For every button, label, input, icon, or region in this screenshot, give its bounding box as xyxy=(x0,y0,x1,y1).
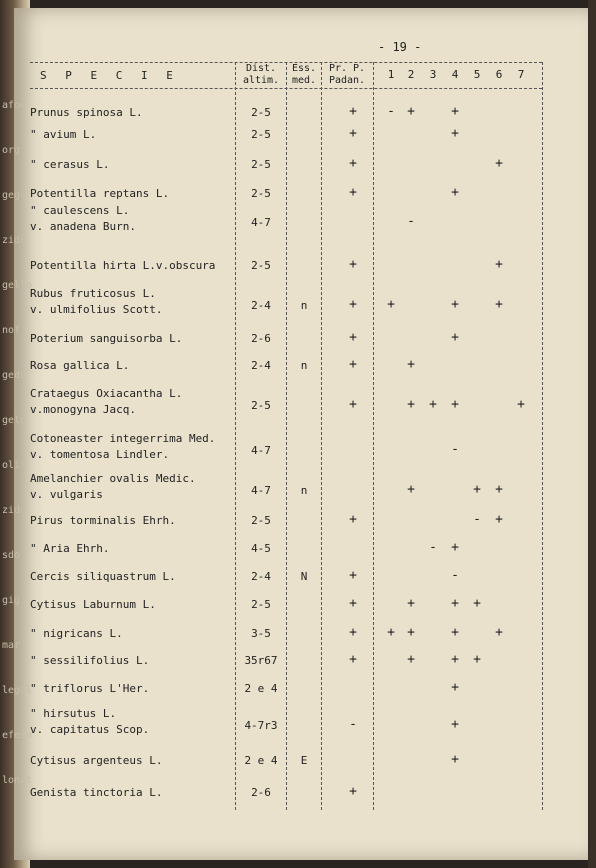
species-name: v. tomentosa Lindler. xyxy=(30,448,170,461)
species-name: Crataegus Oxiacantha L. xyxy=(30,387,183,400)
ghost-text: nof xyxy=(2,325,21,336)
site-4-mark: + xyxy=(451,717,459,732)
ess-header-line2: med. xyxy=(291,75,317,86)
padan-mark: + xyxy=(349,596,357,611)
essence-cell: n xyxy=(300,484,308,497)
species-name: Cytisus Laburnum L. xyxy=(30,598,156,611)
ghost-text: gedu xyxy=(2,370,27,381)
page-edge xyxy=(588,0,596,868)
padan-mark: + xyxy=(349,357,357,372)
padan-mark: + xyxy=(349,126,357,141)
species-name: Potentilla reptans L. xyxy=(30,187,170,200)
altitude-cell: 4-5 xyxy=(251,542,271,555)
pr-header-line1: Pr. P. xyxy=(328,63,366,74)
site-4-mark: + xyxy=(451,297,459,312)
site-6-mark: + xyxy=(495,257,503,272)
site-2-mark: - xyxy=(407,214,415,229)
page-number: - 19 - xyxy=(378,40,422,54)
site-6-mark: + xyxy=(495,512,503,527)
altitude-cell: 2-5 xyxy=(251,128,271,141)
species-name: Amelanchier ovalis Medic. xyxy=(30,472,196,485)
altitude-cell: 2-4 xyxy=(251,299,271,312)
altitude-cell: 4-7r3 xyxy=(244,719,278,732)
altitude-cell: 2-6 xyxy=(251,332,271,345)
site-4-mark: + xyxy=(451,596,459,611)
essence-cell: E xyxy=(300,754,308,767)
padan-mark: - xyxy=(349,717,357,732)
site-4-mark: - xyxy=(451,568,459,583)
ghost-text: gegs xyxy=(2,190,27,201)
padan-mark: + xyxy=(349,257,357,272)
altitude-cell: 4-7 xyxy=(251,444,271,457)
padan-mark: + xyxy=(349,156,357,171)
altitude-cell: 2 e 4 xyxy=(244,754,278,767)
species-name: Rubus fruticosus L. xyxy=(30,287,156,300)
ghost-text: zido xyxy=(2,235,27,246)
col-divider-pr xyxy=(321,62,322,810)
site-5-mark: + xyxy=(473,596,481,611)
ghost-text: gelp xyxy=(2,415,27,426)
altitude-cell: 4-7 xyxy=(251,216,271,229)
site-7-mark: + xyxy=(517,397,525,412)
ghost-text: afoo xyxy=(2,100,27,111)
padan-mark: + xyxy=(349,330,357,345)
ghost-text: legal xyxy=(2,685,33,696)
site-1-mark: + xyxy=(387,625,395,640)
essence-cell: n xyxy=(300,359,308,372)
site-1-mark: + xyxy=(387,297,395,312)
site-1-mark: - xyxy=(387,104,395,119)
species-name: v. ulmifolius Scott. xyxy=(30,303,163,316)
padan-mark: + xyxy=(349,104,357,119)
essence-cell: n xyxy=(300,299,308,312)
site-2-mark: + xyxy=(407,652,415,667)
site-3-mark: - xyxy=(429,540,437,555)
species-name: Rosa gallica L. xyxy=(30,359,130,372)
padan-mark: + xyxy=(349,397,357,412)
dist-header xyxy=(236,63,286,87)
site-2-mark: + xyxy=(407,482,415,497)
site-6-mark: + xyxy=(495,156,503,171)
species-name: Poterium sanguisorba L. xyxy=(30,332,183,345)
padan-mark: + xyxy=(349,784,357,799)
padan-mark: + xyxy=(349,297,357,312)
site-2-mark: + xyxy=(407,625,415,640)
species-name: " nigricans L. xyxy=(30,627,123,640)
site-col-header-5: 5 xyxy=(473,68,481,81)
site-4-mark: + xyxy=(451,330,459,345)
ghost-text: lonat xyxy=(2,775,33,786)
species-name: Cotoneaster integerrima Med. xyxy=(30,432,216,445)
col-divider-right xyxy=(542,62,543,810)
site-4-mark: + xyxy=(451,185,459,200)
site-col-header-3: 3 xyxy=(429,68,437,81)
padan-mark: + xyxy=(349,652,357,667)
altitude-cell: 2-5 xyxy=(251,598,271,611)
species-name: v. capitatus Scop. xyxy=(30,723,150,736)
site-col-header-6: 6 xyxy=(495,68,503,81)
ghost-text: efelo xyxy=(2,730,33,741)
pr-header-line2: Padan. xyxy=(328,75,366,86)
altitude-cell: 2-6 xyxy=(251,786,271,799)
species-name: Pirus torminalis Ehrh. xyxy=(30,514,176,527)
ess-header xyxy=(287,63,321,87)
species-name: v. anadena Burn. xyxy=(30,220,136,233)
species-name: Genista tinctoria L. xyxy=(30,786,163,799)
site-6-mark: + xyxy=(495,625,503,640)
site-5-mark: - xyxy=(473,512,481,527)
col-divider-sites xyxy=(373,62,374,810)
dist-header-line2: altim. xyxy=(242,75,280,86)
altitude-cell: 2-5 xyxy=(251,187,271,200)
site-5-mark: + xyxy=(473,652,481,667)
altitude-cell: 35r67 xyxy=(244,654,278,667)
site-2-mark: + xyxy=(407,596,415,611)
site-6-mark: + xyxy=(495,482,503,497)
ghost-text: gello xyxy=(2,280,33,291)
species-name: Cytisus argenteus L. xyxy=(30,754,163,767)
site-5-mark: + xyxy=(473,482,481,497)
essence-cell: N xyxy=(300,570,308,583)
site-4-mark: - xyxy=(451,442,459,457)
site-4-mark: + xyxy=(451,104,459,119)
altitude-cell: 2-5 xyxy=(251,106,271,119)
altitude-cell: 3-5 xyxy=(251,627,271,640)
pr-header xyxy=(322,63,372,87)
species-name: " caulescens L. xyxy=(30,204,130,217)
altitude-cell: 2-5 xyxy=(251,399,271,412)
site-4-mark: + xyxy=(451,625,459,640)
site-2-mark: + xyxy=(407,104,415,119)
padan-mark: + xyxy=(349,625,357,640)
col-divider-dist xyxy=(235,62,236,810)
species-name: " avium L. xyxy=(30,128,97,141)
site-4-mark: + xyxy=(451,680,459,695)
altitude-cell: 2-5 xyxy=(251,514,271,527)
col-divider-ess xyxy=(286,62,287,810)
species-name: " cerasus L. xyxy=(30,158,110,171)
altitude-cell: 4-7 xyxy=(251,484,271,497)
species-name: Prunus spinosa L. xyxy=(30,106,143,119)
species-name: v. vulgaris xyxy=(30,488,103,501)
site-3-mark: + xyxy=(429,397,437,412)
padan-mark: + xyxy=(349,568,357,583)
species-header: S P E C I E xyxy=(40,69,179,82)
ghost-text: olit xyxy=(2,460,27,471)
site-col-header-7: 7 xyxy=(517,68,525,81)
species-name: " sessilifolius L. xyxy=(30,654,150,667)
padan-mark: + xyxy=(349,512,357,527)
altitude-cell: 2-4 xyxy=(251,570,271,583)
site-col-header-2: 2 xyxy=(407,68,415,81)
site-4-mark: + xyxy=(451,540,459,555)
site-col-header-4: 4 xyxy=(451,68,459,81)
altitude-cell: 2 e 4 xyxy=(244,682,278,695)
site-2-mark: + xyxy=(407,397,415,412)
species-name: Cercis siliquastrum L. xyxy=(30,570,176,583)
ghost-text: zido xyxy=(2,505,27,516)
site-2-mark: + xyxy=(407,357,415,372)
site-4-mark: + xyxy=(451,652,459,667)
padan-mark: + xyxy=(349,185,357,200)
species-name: v.monogyna Jacq. xyxy=(30,403,136,416)
species-name: " triflorus L'Her. xyxy=(30,682,150,695)
altitude-cell: 2-4 xyxy=(251,359,271,372)
species-name: " hirsutus L. xyxy=(30,707,117,720)
dist-header-line1: Dist. xyxy=(245,63,277,74)
altitude-cell: 2-5 xyxy=(251,259,271,272)
ghost-text: org xyxy=(2,145,21,156)
species-name: Potentilla hirta L.v.obscura xyxy=(30,259,216,272)
site-6-mark: + xyxy=(495,297,503,312)
species-name: " Aria Ehrh. xyxy=(30,542,110,555)
site-4-mark: + xyxy=(451,397,459,412)
site-4-mark: + xyxy=(451,126,459,141)
altitude-cell: 2-5 xyxy=(251,158,271,171)
ghost-text: gig xyxy=(2,595,21,606)
site-4-mark: + xyxy=(451,752,459,767)
site-col-header-1: 1 xyxy=(387,68,395,81)
ghost-text: mar xyxy=(2,640,21,651)
ess-header-line1: Ess. xyxy=(291,63,317,74)
ghost-text: sdo xyxy=(2,550,21,561)
